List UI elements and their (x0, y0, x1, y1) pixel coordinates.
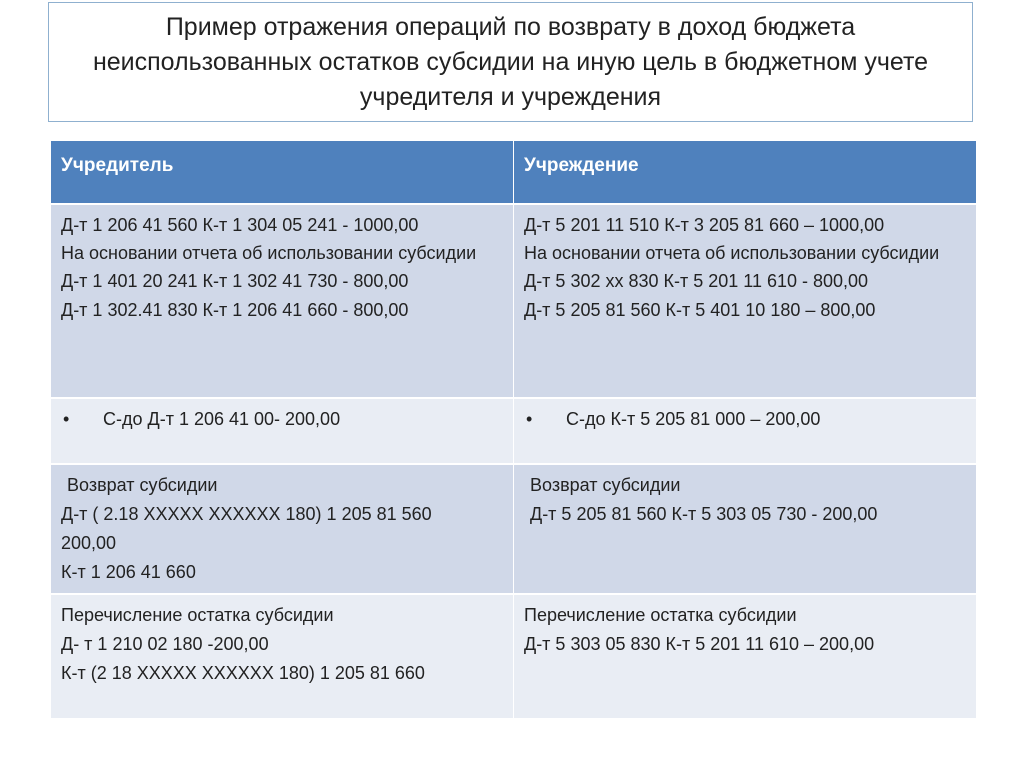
balance-line: С-до К-т 5 205 81 000 – 200,00 (566, 409, 821, 429)
basis-note: На основании отчета об использовании субсидии (61, 243, 477, 263)
entry-line: 200,00 (61, 533, 117, 553)
balance-line: С-до Д-т 1 206 41 00- 200,00 (103, 409, 341, 429)
entry-line: К-т 1 206 41 660 (61, 562, 196, 582)
entry-line: Д-т 1 206 41 560 К-т 1 304 05 241 - 1000,00 (61, 215, 419, 235)
institution-cell (514, 398, 977, 464)
operations-table (51, 141, 976, 718)
entry-line: Д-т ( 2.18 ХХХХХ ХХХХХХ 180) 1 205 81 560 (61, 504, 432, 524)
table-row (51, 398, 976, 464)
table-row (51, 204, 976, 398)
entry-line: К-т (2 18 ХХХХХ ХХХХХХ 180) 1 205 81 660 (61, 663, 425, 683)
bullet-icon: • (63, 409, 70, 429)
entry-line: Д-т 5 303 05 830 К-т 5 201 11 610 – 200,00 (524, 634, 875, 654)
institution-cell (514, 204, 977, 398)
founder-cell (51, 398, 514, 464)
table-row (51, 464, 976, 594)
institution-cell (514, 464, 977, 594)
founder-cell (51, 594, 514, 718)
entry-line: Д-т 1 302.41 830 К-т 1 206 41 660 - 800,00 (61, 300, 409, 320)
founder-cell (51, 204, 514, 398)
bullet-icon: • (526, 409, 533, 429)
entry-line: Д-т 5 302 хх 830 К-т 5 201 11 610 - 800,00 (524, 271, 869, 291)
table-row (51, 594, 976, 718)
founder-cell (51, 464, 514, 594)
slide-title: Пример отражения операций по возврату в доход бюджета неиспользованных остатков субсидии на иную цель в бюджетном учете учредителя и учреждения (92, 12, 929, 111)
title-box (48, 2, 973, 122)
institution-cell (514, 594, 977, 718)
entry-line: Д-т 5 201 11 510 К-т 3 205 81 660 – 1000,00 (524, 215, 885, 235)
header-institution: Учреждение (514, 141, 977, 204)
section-label: Перечисление остатка субсидии (61, 605, 334, 625)
entry-line: Д-т 5 205 81 560 К-т 5 401 10 180 – 800,00 (524, 300, 876, 320)
entry-line: Д- т 1 210 02 180 -200,00 (61, 634, 269, 654)
basis-note: На основании отчета об использовании субсидии (524, 243, 940, 263)
table-header-row (51, 141, 976, 204)
header-founder: Учредитель (51, 141, 514, 204)
section-label: Перечисление остатка субсидии (524, 605, 797, 625)
entry-line: Д-т 5 205 81 560 К-т 5 303 05 730 - 200,00 (530, 504, 878, 524)
section-label: Возврат субсидии (530, 475, 681, 495)
section-label: Возврат субсидии (67, 475, 218, 495)
entry-line: Д-т 1 401 20 241 К-т 1 302 41 730 - 800,00 (61, 271, 409, 291)
